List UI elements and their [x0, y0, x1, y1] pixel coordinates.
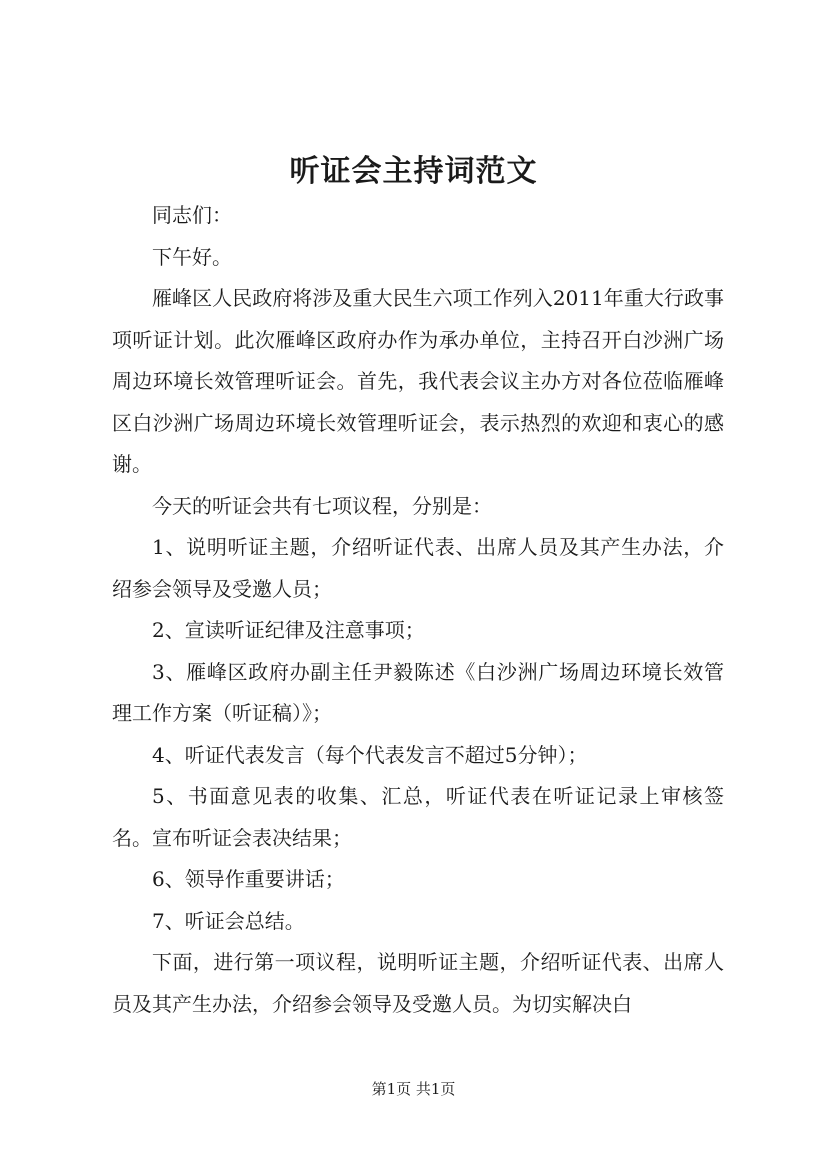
- agenda-item-7: 7、听证会总结。: [152, 908, 305, 933]
- paragraph-salutation: 下午好。: [152, 244, 232, 269]
- agenda-item-6: 6、领导作重要讲话；: [152, 867, 345, 891]
- agenda-item-2: 2、宣读听证纪律及注意事项；: [152, 618, 425, 642]
- page-footer: 第1页 共1页: [371, 1080, 456, 1098]
- agenda-item-1: 1、说明听证主题，介绍听证代表、出席人员及其产生办法，介绍参会领导及受邀人员；: [112, 535, 724, 601]
- agenda-item-4: 4、听证代表发言（每个代表发言不超过5分钟）；: [152, 742, 588, 767]
- paragraph-agenda-intro: 今天的听证会共有七项议程，分别是：: [152, 493, 492, 518]
- agenda-item-5: 5、书面意见表的收集、汇总，听证代表在听证记录上审核签名。宣布听证会表决结果；: [112, 784, 724, 850]
- agenda-item-3: 3、雁峰区政府办副主任尹毅陈述《白沙洲广场周边环境长效管理工作方案（听证稿）》；: [112, 659, 724, 725]
- document-title: 听证会主持词范文: [289, 154, 538, 189]
- paragraph-first-item: 下面，进行第一项议程，说明听证主题，介绍听证代表、出席人员及其产生办法，介绍参会领导及受邀人员。为切实解决白: [112, 950, 724, 1016]
- paragraph-intro: 雁峰区人民政府将涉及重大民生六项工作列入2011年重大行政事项听证计划。此次雁峰区政府办作为承办单位，主持召开白沙洲广场周边环境长效管理听证会。首先，我代表会议主办方对各位莅临雁峰区白沙洲广场周边环境长效管理听证会，表示热烈的欢迎和衷心的感谢。: [112, 286, 724, 476]
- document-body: [112, 195, 724, 1025]
- paragraph-greeting: 同志们：: [152, 203, 232, 227]
